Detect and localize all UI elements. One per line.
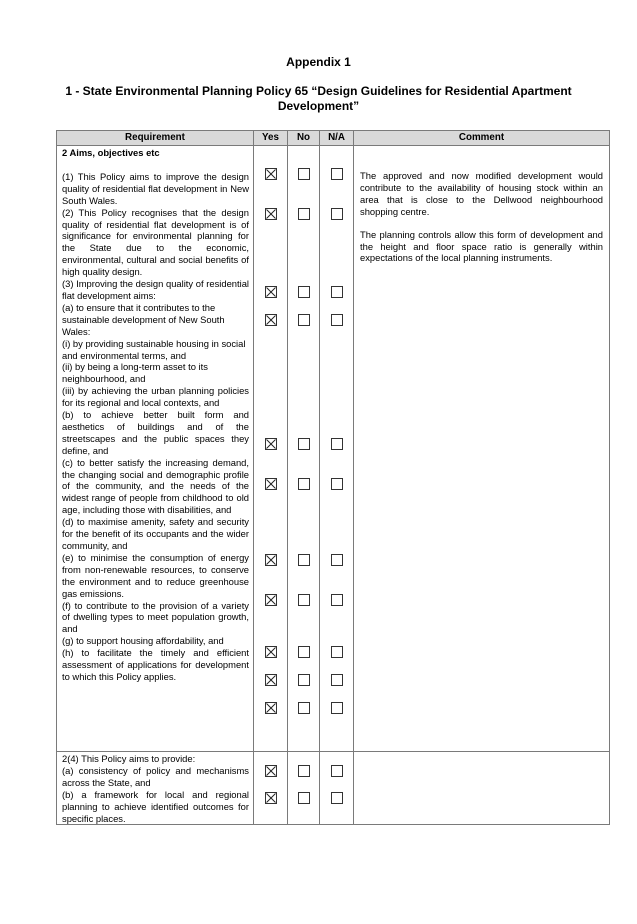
header-no: No bbox=[288, 131, 320, 146]
empty-checkbox[interactable] bbox=[298, 765, 310, 777]
checked-checkbox[interactable] bbox=[265, 286, 277, 298]
empty-checkbox[interactable] bbox=[331, 208, 343, 220]
table-row bbox=[57, 146, 610, 752]
requirement-line: (c) to better satisfy the increasing demand, the changing social and demographic profile of the community, and the needs of the widest range of people from childhood to old age, including those with disabilities, and bbox=[62, 456, 249, 516]
empty-checkbox[interactable] bbox=[331, 765, 343, 777]
empty-checkbox[interactable] bbox=[331, 646, 343, 658]
requirement-line: (a) to ensure that it contributes to the sustainable development of New South Wales: bbox=[62, 301, 225, 337]
empty-checkbox[interactable] bbox=[298, 792, 310, 804]
comment-paragraph: The planning controls allow this form of development and the height and floor space ratio is generally within expectations of the local planning instruments. bbox=[360, 228, 603, 264]
requirements-table bbox=[56, 130, 610, 825]
checked-checkbox[interactable] bbox=[265, 646, 277, 658]
checked-checkbox[interactable] bbox=[265, 702, 277, 714]
empty-checkbox[interactable] bbox=[331, 594, 343, 606]
requirement-line: (h) to facilitate the timely and efficient assessment of applications for development to which this Policy applies. bbox=[62, 647, 249, 682]
cross-mark-icon bbox=[266, 703, 276, 713]
requirement-line: (iii) by achieving the urban planning policies for its regional and local contexts, and bbox=[62, 385, 249, 409]
requirement-line: (f) to contribute to the provision of a variety of dwelling types to meet population growth, and bbox=[62, 599, 249, 635]
requirement-line: (3) Improving the design quality of residential flat development aims: bbox=[62, 278, 249, 301]
appendix-label: Appendix 1 bbox=[286, 55, 351, 69]
cross-mark-icon bbox=[266, 209, 276, 219]
header-comment: Comment bbox=[354, 131, 610, 146]
header-yes: Yes bbox=[254, 131, 288, 146]
checked-checkbox[interactable] bbox=[265, 478, 277, 490]
requirement-line: (2) This Policy recognises that the design quality of residential flat development is of significance for environmental planning for the State due to the economic, environmental, cultural and social benefits of high quality design. bbox=[62, 206, 249, 278]
checked-checkbox[interactable] bbox=[265, 208, 277, 220]
comment-cell bbox=[354, 752, 610, 825]
requirement-line: (g) to support housing affordability, and bbox=[62, 635, 224, 647]
empty-checkbox[interactable] bbox=[298, 208, 310, 220]
empty-checkbox[interactable] bbox=[331, 674, 343, 686]
requirement-line: (a) consistency of policy and mechanisms across the State, and bbox=[62, 764, 249, 788]
empty-checkbox[interactable] bbox=[298, 478, 310, 490]
requirement-line: (b) a framework for local and regional planning to achieve identified outcomes for specific places. bbox=[62, 788, 249, 824]
empty-checkbox[interactable] bbox=[331, 702, 343, 714]
empty-checkbox[interactable] bbox=[298, 168, 310, 180]
na-column bbox=[320, 146, 354, 752]
empty-checkbox[interactable] bbox=[298, 438, 310, 450]
requirement-line: 2(4) This Policy aims to provide: bbox=[62, 753, 196, 764]
empty-checkbox[interactable] bbox=[331, 438, 343, 450]
empty-checkbox[interactable] bbox=[298, 702, 310, 714]
empty-checkbox[interactable] bbox=[298, 674, 310, 686]
header-na: N/A bbox=[320, 131, 354, 146]
empty-checkbox[interactable] bbox=[298, 286, 310, 298]
requirement-line: (e) to minimise the consumption of energy from non-renewable resources, to conserve the environment and to reduce greenhouse gas emissions. bbox=[62, 551, 249, 599]
cross-mark-icon bbox=[266, 315, 276, 325]
empty-checkbox[interactable] bbox=[331, 792, 343, 804]
cross-mark-icon bbox=[266, 439, 276, 449]
requirement-line: (d) to maximise amenity, safety and security for the benefit of its occupants and the wider community, and bbox=[62, 516, 249, 551]
requirement-line: (ii) by being a long-term asset to its neighbourhood, and bbox=[62, 361, 208, 385]
requirement-line: (b) to achieve better built form and aesthetics of buildings and of the streetscapes and the public spaces they define, and bbox=[62, 409, 249, 456]
empty-checkbox[interactable] bbox=[331, 168, 343, 180]
table-header-row bbox=[57, 131, 610, 146]
requirement-cell bbox=[57, 146, 254, 752]
requirement-line bbox=[62, 159, 249, 171]
empty-checkbox[interactable] bbox=[331, 314, 343, 326]
cross-mark-icon bbox=[266, 287, 276, 297]
no-column bbox=[288, 752, 320, 825]
checked-checkbox[interactable] bbox=[265, 765, 277, 777]
checked-checkbox[interactable] bbox=[265, 792, 277, 804]
requirement-line: (i) by providing sustainable housing in social and environmental terms, and bbox=[62, 337, 246, 361]
empty-checkbox[interactable] bbox=[298, 646, 310, 658]
empty-checkbox[interactable] bbox=[298, 554, 310, 566]
empty-checkbox[interactable] bbox=[298, 594, 310, 606]
section-heading: 2 Aims, objectives etc bbox=[62, 147, 160, 158]
requirement-cell bbox=[57, 752, 254, 825]
checked-checkbox[interactable] bbox=[265, 594, 277, 606]
cross-mark-icon bbox=[266, 647, 276, 657]
comment-cell bbox=[354, 146, 610, 752]
checked-checkbox[interactable] bbox=[265, 314, 277, 326]
page-title: 1 - State Environmental Planning Policy 65 “Design Guidelines for Residential Apartment Development” bbox=[65, 84, 572, 113]
requirement-line: (1) This Policy aims to improve the design quality of residential flat development in New South Wales. bbox=[62, 170, 249, 206]
checked-checkbox[interactable] bbox=[265, 438, 277, 450]
cross-mark-icon bbox=[266, 555, 276, 565]
cross-mark-icon bbox=[266, 793, 276, 803]
table-row bbox=[57, 752, 610, 825]
comment-paragraph: The approved and now modified development would contribute to the availability of housing stock within an area that is close to the Dellwood neighbourhood shopping centre. bbox=[360, 170, 603, 217]
no-column bbox=[288, 146, 320, 752]
na-column bbox=[320, 752, 354, 825]
cross-mark-icon bbox=[266, 169, 276, 179]
empty-checkbox[interactable] bbox=[331, 478, 343, 490]
checked-checkbox[interactable] bbox=[265, 554, 277, 566]
header-requirement: Requirement bbox=[57, 131, 254, 146]
cross-mark-icon bbox=[266, 595, 276, 605]
yes-column bbox=[254, 752, 288, 825]
empty-checkbox[interactable] bbox=[298, 314, 310, 326]
cross-mark-icon bbox=[266, 766, 276, 776]
cross-mark-icon bbox=[266, 479, 276, 489]
yes-column bbox=[254, 146, 288, 752]
cross-mark-icon bbox=[266, 675, 276, 685]
empty-checkbox[interactable] bbox=[331, 286, 343, 298]
checked-checkbox[interactable] bbox=[265, 168, 277, 180]
checked-checkbox[interactable] bbox=[265, 674, 277, 686]
empty-checkbox[interactable] bbox=[331, 554, 343, 566]
